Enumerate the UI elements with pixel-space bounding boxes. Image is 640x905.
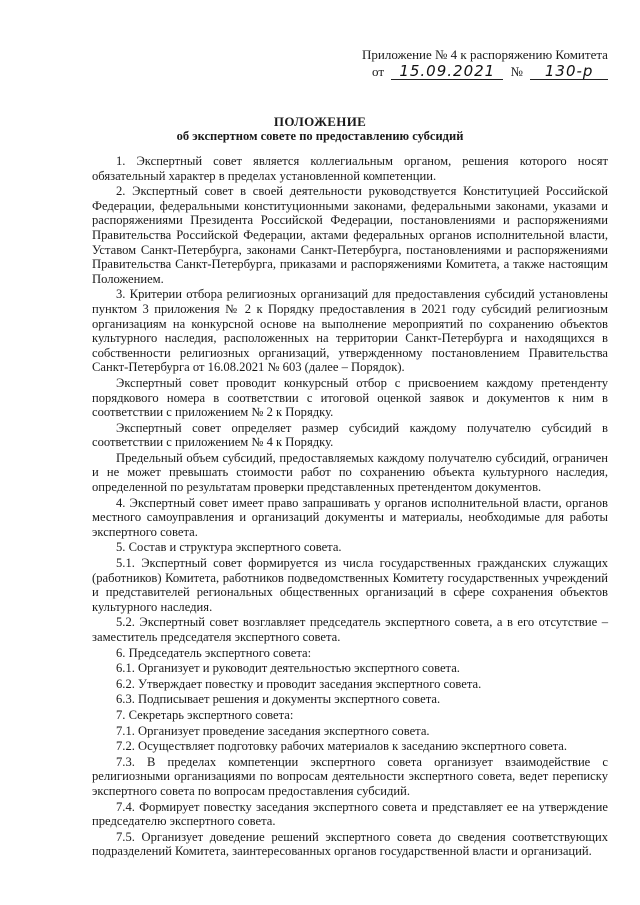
paragraph: Экспертный совет определяет размер субсидий каждому получателю субсидий в соответствии с приложением № 4 к Порядку. <box>92 420 608 450</box>
paragraph: 7.2. Осуществляет подготовку рабочих материалов к заседанию экспертного совета. <box>116 739 567 754</box>
document-subtitle: об экспертном совете по предоставлению субсидий <box>176 129 464 143</box>
number-label: № <box>510 64 523 79</box>
paragraph: 6. Председатель экспертного совета: <box>116 645 312 660</box>
paragraph: 7. Секретарь экспертного совета: <box>116 707 294 722</box>
from-label: от <box>372 64 385 79</box>
paragraph: Экспертный совет проводит конкурсный отбор с присвоением каждому претенденту порядкового номера в соответствии с итоговой оценкой заявок и документов к ним в соответствии с приложением № 2 к Порядку. <box>92 375 608 420</box>
paragraph: 6.2. Утверждает повестку и проводит заседания экспертного совета. <box>116 676 482 691</box>
appendix-title: Приложение № 4 к распоряжению Комитета <box>362 47 608 62</box>
appendix-header <box>362 46 622 80</box>
paragraph: 3. Критерии отбора религиозных организаций для предоставления субсидий установлены пунктом 3 приложения № 2 к Порядку предоставления в 2021 году субсидий религиозным организациям на конкурсной основе на выполнение мероприятий по сохранению объектов культурного наследия, расположенных на территории Санкт-Петербурга и находящихся в собственности религиозных организаций, утвержденному постановлением Правительства Санкт-Петербурга от 16.08.2021 № 603 (далее – Порядок). <box>92 287 608 375</box>
paragraph: 5.1. Экспертный совет формируется из числа государственных гражданских служащих (работников) Комитета, работников подведомственных Комитету государственных учреждений и представителей региональных общественных организаций в сфере сохранения объектов культурного наследия. <box>92 556 608 614</box>
appendix-date-number-line <box>372 63 622 80</box>
paragraph: 7.5. Организует доведение решений экспертного совета до сведения соответствующих подразделений Комитета, заинтересованных органов государственной власти и организаций. <box>92 829 608 859</box>
paragraph: 7.1. Организует проведение заседания экспертного совета. <box>116 723 430 738</box>
handwritten-number: 130-р <box>530 64 608 80</box>
handwritten-date: 15.09.2021 <box>391 64 503 80</box>
document-body <box>92 154 608 860</box>
paragraph: Предельный объем субсидий, предоставляемых каждому получателю субсидий, ограничен и не может превышать стоимости работ по сохранению объекта культурного наследия, определенной по результатам проверки представленных претендентом документов. <box>92 450 608 495</box>
paragraph: 7.4. Формирует повестку заседания экспертного совета и представляет ее на утверждение председателю экспертного совета. <box>92 799 608 829</box>
paragraph: 1. Экспертный совет является коллегиальным органом, решения которого носят обязательный характер в пределах установленной компетенции. <box>92 154 608 183</box>
paragraph: 6.1. Организует и руководит деятельностью экспертного совета. <box>116 661 460 676</box>
paragraph: 5.2. Экспертный совет возглавляет председатель экспертного совета, а в его отсутствие – заместитель председателя экспертного совета. <box>92 615 608 644</box>
paragraph: 5. Состав и структура экспертного совета. <box>116 540 342 555</box>
paragraph: 7.3. В пределах компетенции экспертного совета организует взаимодействие с религиозными организациями по вопросам деятельности экспертного совета, ведет переписку экспертного совета по вопросам предоставления субсидий. <box>92 754 608 798</box>
paragraph: 2. Экспертный совет в своей деятельности руководствуется Конституцией Российской Федерации, федеральными конституционными законами, федеральными законами, указами и распоряжениями Президента Российской Федерации, постановлениями и распоряжениями Правительства Российской Федерации, актами федеральных органов исполнительной власти, Уставом Санкт-Петербурга, законами Санкт-Петербурга, постановлениями и распоряжениями Правительства Санкт-Петербурга, приказами и распоряжениями Комитета, а также настоящим Положением. <box>92 184 608 286</box>
paragraph: 6.3. Подписывает решения и документы экспертного совета. <box>116 692 441 707</box>
document-title: ПОЛОЖЕНИЕ <box>273 114 367 129</box>
paragraph: 4. Экспертный совет имеет право запрашивать у органов исполнительной власти, органов местного самоуправления и организаций документы и материалы, необходимые для работы экспертного совета. <box>92 495 608 539</box>
